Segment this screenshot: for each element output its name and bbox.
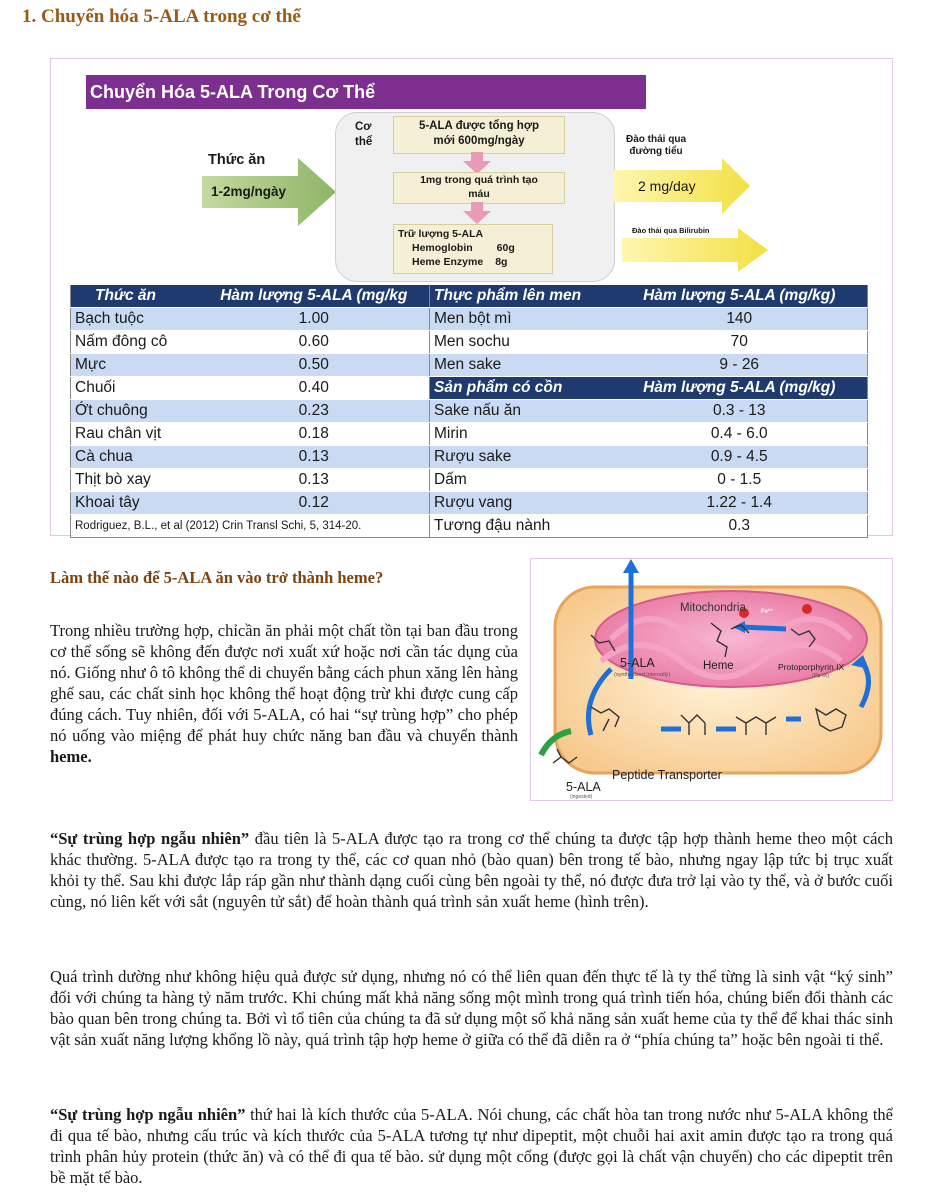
- table-row: [71, 354, 868, 377]
- hemoglobin-value: 60g: [496, 242, 515, 254]
- food-amount: 1-2mg/ngày: [211, 184, 287, 199]
- value-cell: 140: [612, 308, 868, 331]
- down-arrow-icon: [462, 202, 492, 224]
- value-cell: 0.3: [612, 515, 868, 538]
- mitochondria-label: Mitochondria: [680, 602, 746, 614]
- value-cell: 1.00: [199, 308, 430, 331]
- urine-line-2: đường tiểu: [629, 146, 683, 157]
- value-cell: 0.3 - 13: [612, 400, 868, 423]
- ala-content-table: [70, 285, 868, 538]
- food-cell: Mirin: [430, 423, 612, 446]
- value-cell: 1.22 - 1.4: [612, 492, 868, 515]
- protoporphyrin-label: Protoporphyrin IX: [778, 662, 845, 672]
- food-cell: Nấm đông cô: [71, 331, 199, 354]
- value-cell: 0.13: [199, 446, 430, 469]
- food-cell: Rượu sake: [430, 446, 612, 469]
- food-cell: Thịt bò xay: [71, 469, 199, 492]
- value-cell: 0 - 1.5: [612, 469, 868, 492]
- paragraph-2-text: đầu tiên là 5-ALA được tạo ra trong cơ thể chúng ta được tập hợp thành heme theo một cách khác thường. 5-ALA được tạo ra trong ty thể, các cơ quan nhỏ (bào quan) bên trong tế bào, nhưng ngay lập tức bị trục xuất khỏi ty thể. Sau khi được lắp ráp gần như thành dạng cuối cùng bên ngoài ty thể, nó được đưa trở lại vào ty thể, và ở bước cuối cùng, nó liên kết với sắt (nguyên tử sắt) để hoàn thành quá trình sản xuất heme (hình trên).: [50, 829, 894, 911]
- table-row: [71, 400, 868, 423]
- food-cell: Rau chân vịt: [71, 423, 199, 446]
- heme-enzyme-label: Heme Enzyme: [412, 256, 484, 268]
- table-row: [71, 515, 868, 538]
- value-cell: 0.23: [199, 400, 430, 423]
- section-heading: 1. Chuyển hóa 5-ALA trong cơ thể: [22, 6, 301, 27]
- storage-box: [393, 224, 553, 274]
- food-cell: Cà chua: [71, 446, 199, 469]
- urine-label: [626, 134, 686, 158]
- food-cell: Ớt chuông: [71, 400, 199, 423]
- heme-label: Heme: [703, 660, 734, 672]
- ala-ingested-label: 5-ALA: [566, 780, 601, 794]
- table-row: [71, 423, 868, 446]
- hemoglobin-label: Hemoglobin: [412, 242, 473, 254]
- food-cell: Men sake: [430, 354, 612, 377]
- food-cell: Men bột mì: [430, 308, 612, 331]
- ala-ingested-sub: (ingested): [570, 794, 593, 800]
- paragraph-2: [50, 828, 893, 912]
- table-row: [71, 492, 868, 515]
- value-cell: 0.12: [199, 492, 430, 515]
- paragraph-4-bold: “Sự trùng hợp ngẫu nhiên”: [50, 1105, 246, 1124]
- food-cell: Chuối: [71, 377, 199, 400]
- value-cell: 0.40: [199, 377, 430, 400]
- value-cell: 0.13: [199, 469, 430, 492]
- food-cell: Khoai tây: [71, 492, 199, 515]
- ala-internal-sub: (synthesized internally): [614, 672, 671, 678]
- cell-illustration: [531, 559, 892, 800]
- protoporphyrin-sub: (Pp IX): [812, 673, 830, 679]
- down-arrow-icon: [462, 152, 492, 174]
- food-cell: Rượu vang: [430, 492, 612, 515]
- blood-line-1: 1mg trong quá trình tạo: [420, 174, 538, 186]
- value-cell: 0.4 - 6.0: [612, 423, 868, 446]
- paragraph-1-text: Trong nhiều trường hợp, chỉcần ăn phải một chất tồn tại ban đầu trong cơ thể sống sẽ không đến được nơi xuất xứ hoặc nơi cần tác dụng của nó. Giống như ô tô không thể di chuyển bằng cách phun xăng lên hàng ghế sau, các chất sinh học không thể hoạt động trừ khi được cung cấp đúng cách. Tuy nhiên, đối với 5-ALA, có hai “sự trùng hợp” cho phép nó uống vào miệng để phát huy chức năng ban đầu và chuyển thành: [50, 621, 518, 745]
- food-cell: Dấm: [430, 469, 612, 492]
- value-cell: 70: [612, 331, 868, 354]
- paragraph-3: Quá trình dường như không hiệu quả được sử dụng, nhưng nó có thể liên quan đến thực tế là ty thể từng là sinh vật “ký sinh” đối với chúng ta hàng tỷ năm trước. Khi chúng mất khả năng sống một mình trong quá trình tiến hóa, chúng biến đổi thành các bào quan bên trong chúng ta. Bởi vì tổ tiên của chúng ta đã sử dụng một số khả năng sản xuất heme của ty thể để khai thác sinh vật sản xuất năng lượng khổng lồ này, quá trình tập hợp heme ở giữa có thể đã diễn ra ở “phía chúng ta” hoặc bên ngoài ti thể.: [50, 967, 893, 1049]
- paragraph-4-text: thứ hai là kích thước của 5-ALA. Nói chung, các chất hòa tan trong nước như 5-ALA không thể đi qua tế bào, nhưng cấu trúc và kích thước của 5-ALA tương tự như dipeptit, một chuỗi hai axit amin được tạo ra trong quá trình phân hủy protein (thức ăn) và có thể đi qua tế bào. sử dụng một cổng (được gọi là chất vận chuyển) cho các dipeptit trên bề mặt tế bào.: [50, 1105, 893, 1187]
- bilirubin-label: Đào thải qua Bilirubin: [632, 226, 710, 235]
- value-cell: 0.50: [199, 354, 430, 377]
- table-row: [71, 469, 868, 492]
- paragraph-4: [50, 1104, 893, 1188]
- synthesis-box: [393, 116, 565, 154]
- value-cell: 9 - 26: [612, 354, 868, 377]
- header-content-2: Hàm lượng 5-ALA (mg/kg): [612, 285, 868, 308]
- table-header-row: [71, 285, 868, 308]
- blood-box: [393, 172, 565, 204]
- peptide-transporter-label: Peptide Transporter: [612, 768, 722, 782]
- synthesis-line-1: 5-ALA được tổng hợp: [418, 120, 540, 132]
- header-content-3: Hàm lượng 5-ALA (mg/kg): [612, 377, 868, 400]
- blood-line-2: máu: [468, 188, 490, 200]
- table-row: [71, 331, 868, 354]
- body-label: Cơ thể: [355, 121, 373, 148]
- table-row: [71, 377, 868, 400]
- header-food: Thức ăn: [71, 285, 199, 308]
- ala-internal-label: 5-ALA: [620, 656, 655, 670]
- header-alcohol: Sản phẩm có cồn: [430, 377, 612, 400]
- table-row: [71, 308, 868, 331]
- synthesis-line-2: mới 600mg/ngày: [433, 135, 525, 147]
- food-cell: Mực: [71, 354, 199, 377]
- iron-label: Fe²⁺: [761, 609, 774, 615]
- header-fermented: Thực phẩm lên men: [430, 285, 612, 308]
- food-cell: Bạch tuộc: [71, 308, 199, 331]
- urine-amount: 2 mg/day: [638, 178, 696, 194]
- paragraph-1-bold: heme.: [50, 747, 92, 766]
- food-label: Thức ăn: [208, 152, 266, 168]
- paragraph-2-bold: “Sự trùng hợp ngẫu nhiên”: [50, 829, 250, 848]
- urine-line-1: Đào thải qua: [626, 134, 687, 145]
- table-row: [71, 446, 868, 469]
- food-cell: Tương đậu nành: [430, 515, 612, 538]
- header-content: Hàm lượng 5-ALA (mg/kg: [199, 285, 430, 308]
- value-cell: 0.9 - 4.5: [612, 446, 868, 469]
- storage-title: Trữ lượng 5-ALA: [398, 228, 484, 240]
- question-heading: Làm thế nào để 5-ALA ăn vào trở thành heme?: [50, 568, 384, 587]
- table-reference: Rodriguez, B.L., et al (2012) Crin Transl Schi, 5, 314-20.: [71, 515, 430, 538]
- heme-enzyme-value: 8g: [495, 256, 508, 268]
- figure-banner: Chuyển Hóa 5-ALA Trong Cơ Thể: [86, 75, 646, 109]
- value-cell: 0.60: [199, 331, 430, 354]
- value-cell: 0.18: [199, 423, 430, 446]
- paragraph-1: [50, 620, 518, 767]
- food-cell: Sake nấu ăn: [430, 400, 612, 423]
- food-cell: Men sochu: [430, 331, 612, 354]
